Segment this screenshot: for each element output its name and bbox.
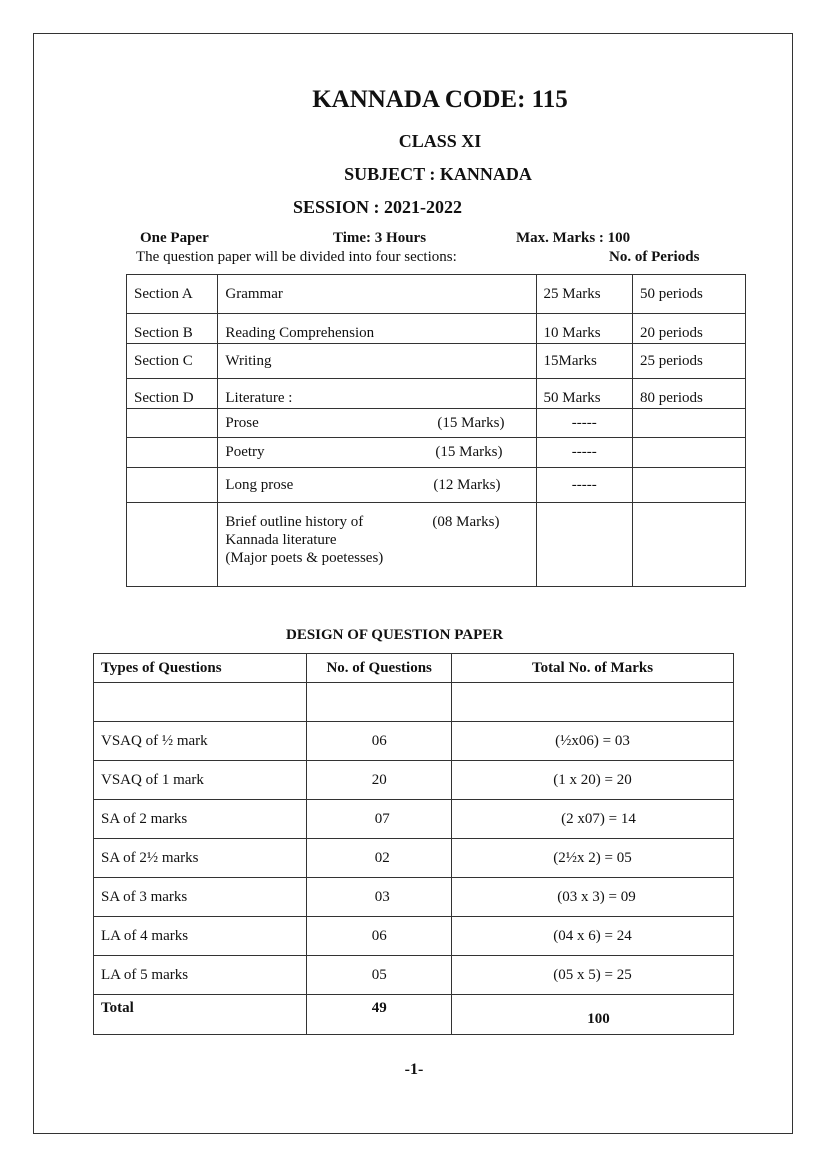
question-total: (05 x 5) = 25 [553,966,632,983]
section-label: Section B [134,325,193,341]
question-total: (1 x 20) = 20 [553,771,632,788]
table-row [94,761,734,800]
table-row [94,683,734,722]
section-periods: 80 periods [639,390,703,406]
question-total: (04 x 6) = 24 [553,927,632,944]
question-count: 06 [371,927,387,944]
section-marks: 50 Marks [543,390,601,406]
header-total: Total No. of Marks [531,659,654,676]
question-total: (½x06) = 03 [555,732,630,749]
header-count: No. of Questions [326,659,432,676]
literature-item: Long prose [225,476,294,493]
question-count: 20 [371,771,387,788]
table-row [127,314,746,344]
question-count: 02 [374,849,390,866]
table-row [127,438,746,468]
literature-item-marks: (12 Marks) [433,476,501,493]
section-marks: 25 Marks [543,285,601,302]
literature-marks-dash: ----- [571,476,597,493]
table-row [127,275,746,314]
question-type: SA of 3 marks [101,888,188,905]
table-row [94,878,734,917]
periods-header: No. of Periods [609,249,700,265]
header-types: Types of Questions [101,659,222,676]
question-count: 07 [374,810,390,827]
section-name: Literature : [225,390,293,406]
design-table [93,653,734,1035]
total-label: Total [101,1000,134,1016]
table-row [127,503,746,587]
time-label: Time: 3 Hours [333,230,427,246]
table-row [94,839,734,878]
literature-item-marks: (15 Marks) [437,414,505,431]
question-total: (2 x07) = 14 [561,810,636,827]
design-title: DESIGN OF QUESTION PAPER [286,627,504,643]
section-periods: 50 periods [639,285,703,302]
section-marks: 10 Marks [543,325,601,341]
table-row [94,956,734,995]
literature-item-marks: (08 Marks) [432,514,500,530]
literature-item: Prose [225,414,259,431]
subject-heading: SUBJECT : KANNADA [344,164,532,184]
literature-item: Poetry [225,444,265,460]
question-type: SA of 2 marks [101,810,188,827]
table-row [127,468,746,503]
section-name: Reading Comprehension [225,325,375,341]
one-paper-label: One Paper [140,230,209,246]
table-row [94,800,734,839]
table-row [94,917,734,956]
question-type: VSAQ of ½ mark [101,732,208,749]
question-type: LA of 4 marks [101,927,189,944]
question-type: VSAQ of 1 mark [101,771,204,788]
table-row [127,409,746,438]
total-marks: 100 [587,1011,610,1027]
question-total: (2½x 2) = 05 [553,849,632,866]
section-label: Section D [134,390,194,406]
question-count: 05 [371,966,387,983]
document-title: KANNADA CODE: 115 [312,86,568,113]
question-count: 06 [371,732,387,749]
section-periods: 20 periods [639,325,703,341]
literature-marks-dash: ----- [571,444,597,460]
session-heading: SESSION : 2021-2022 [293,197,463,217]
table-row [127,379,746,409]
total-count: 49 [371,1000,387,1016]
section-marks: 15Marks [543,352,597,369]
literature-marks-dash: ----- [571,414,597,431]
section-name: Grammar [225,285,283,302]
table-row [94,722,734,761]
table-total-row [94,995,734,1035]
division-note: The question paper will be divided into four sections: [136,249,457,265]
class-heading: CLASS XI [398,131,482,151]
question-type: LA of 5 marks [101,966,189,983]
section-label: Section A [134,285,193,302]
section-name: Writing [225,352,272,369]
literature-history-item: Brief outline history of Kannada literature (Major poets & poetesses) [225,514,384,566]
literature-item-marks: (15 Marks) [435,444,503,460]
max-marks-label: Max. Marks : 100 [516,230,631,246]
section-label: Section C [134,352,193,369]
table-header-row [94,654,734,683]
table-row [127,344,746,379]
section-periods: 25 periods [639,352,703,369]
sections-table [126,274,746,587]
page-number: -1- [404,1061,424,1078]
question-total: (03 x 3) = 09 [557,888,636,905]
question-count: 03 [374,888,390,905]
question-type: SA of 2½ marks [101,849,199,866]
